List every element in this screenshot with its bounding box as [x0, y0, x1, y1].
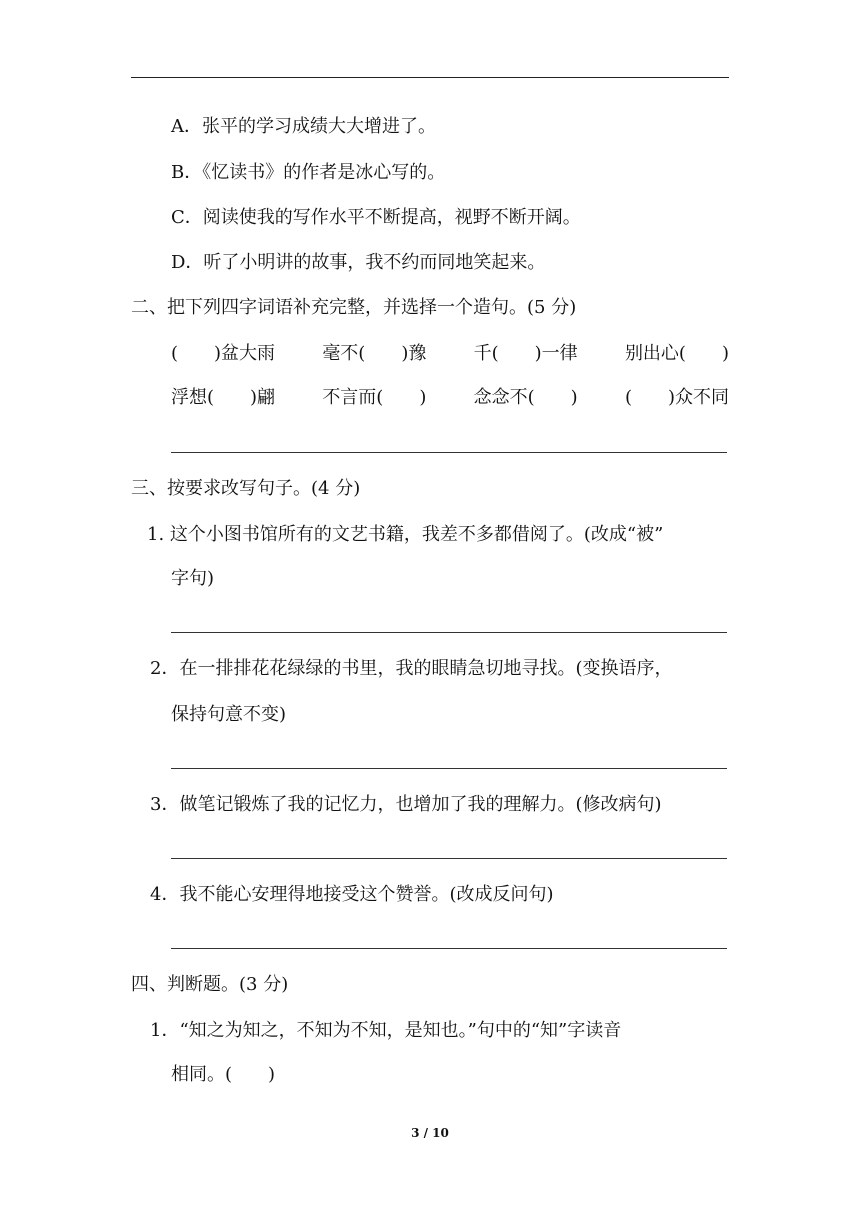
word-row-1 — [171, 342, 729, 366]
s3-q1-line1: 1. 这个小图书馆所有的文艺书籍，我差不多都借阅了。(改成“被” — [147, 524, 664, 545]
section-4-title: 四、判断题。(3 分) — [131, 974, 289, 995]
word-item: ( )盆大雨 — [171, 343, 276, 364]
word-item: 念念不( ) — [473, 387, 578, 408]
header-rule — [131, 77, 729, 78]
s4-q1-line1: 1．“知之为知之，不知为不知，是知也。”句中的“知”字读音 — [150, 1020, 622, 1041]
s3-q3: 3．做笔记锻炼了我的记忆力，也增加了我的理解力。(修改病句) — [150, 794, 662, 815]
answer-line[interactable] — [171, 632, 727, 633]
section-3-title: 三、按要求改写句子。(4 分) — [131, 478, 361, 499]
option-c: C．阅读使我的写作水平不断提高，视野不断开阔。 — [171, 207, 581, 228]
word-item: 不言而( ) — [322, 387, 427, 408]
s3-q2-line1: 2．在一排排花花绿绿的书里，我的眼睛急切地寻找。(变换语序， — [150, 658, 673, 679]
word-item: ( )众不同 — [624, 387, 729, 408]
answer-line[interactable] — [171, 948, 727, 949]
s3-q2-line2: 保持句意不变) — [171, 704, 287, 725]
answer-line[interactable] — [171, 858, 727, 859]
answer-line[interactable] — [171, 768, 727, 769]
option-b: B．《忆读书》的作者是冰心写的。 — [171, 162, 446, 183]
page-number: 3 / 10 — [411, 1126, 449, 1140]
option-d: D．听了小明讲的故事，我不约而同地笑起来。 — [171, 252, 546, 273]
word-item: 毫不( )豫 — [322, 343, 427, 364]
word-item: 别出心( ) — [624, 343, 729, 364]
s4-q1-line2: 相同。( ) — [171, 1064, 276, 1085]
option-a: A．张平的学习成绩大大增进了。 — [171, 116, 436, 137]
word-row-2 — [171, 386, 729, 410]
s3-q4: 4．我不能心安理得地接受这个赞誉。(改成反问句) — [150, 884, 554, 905]
word-item: 浮想( )翩 — [171, 387, 276, 408]
answer-line[interactable] — [171, 452, 727, 453]
s3-q1-line2: 字句) — [171, 568, 215, 589]
section-2-title: 二、把下列四字词语补充完整，并选择一个造句。(5 分) — [131, 297, 577, 318]
word-item: 千( )一律 — [473, 343, 578, 364]
